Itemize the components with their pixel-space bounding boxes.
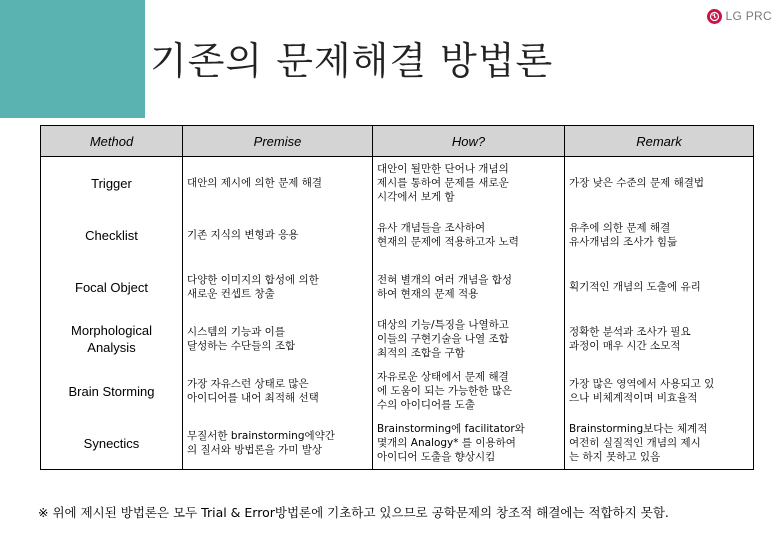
- table-row: [41, 365, 754, 417]
- premise-cell: 가장 자유스런 상태로 많은 아이디어를 내어 최적해 선택: [183, 365, 373, 417]
- company-logo: [707, 6, 772, 26]
- methods-table: [40, 125, 754, 470]
- accent-band: [0, 0, 145, 118]
- remark-cell: 가장 낮은 수준의 문제 해결법: [565, 157, 754, 210]
- premise-cell: 무질서한 brainstorming에약간 의 질서와 방법론을 가미 발상: [183, 417, 373, 470]
- method-cell: Checklist: [41, 209, 183, 261]
- methods-table-container: [40, 125, 753, 470]
- remark-cell: Brainstorming보다는 체계적 여전히 실질적인 개념의 제시 는 하지 못하고 있음: [565, 417, 754, 470]
- remark-cell: 가장 많은 영역에서 사용되고 있 으나 비체계적이며 비효율적: [565, 365, 754, 417]
- remark-cell: 획기적인 개념의 도출에 유리: [565, 261, 754, 313]
- method-cell: Trigger: [41, 157, 183, 210]
- premise-cell: 대안의 제시에 의한 문제 해결: [183, 157, 373, 210]
- table-row: [41, 157, 754, 210]
- remark-cell: 정확한 분석과 조사가 필요 과정이 매우 시간 소모적: [565, 313, 754, 365]
- column-header-remark: Remark: [565, 126, 754, 157]
- table-row: [41, 313, 754, 365]
- method-cell: Brain Storming: [41, 365, 183, 417]
- method-cell: Morphological Analysis: [41, 313, 183, 365]
- lg-logo-icon: [707, 9, 722, 24]
- premise-cell: 시스템의 기능과 이를 달성하는 수단들의 조합: [183, 313, 373, 365]
- method-cell: Synectics: [41, 417, 183, 470]
- column-header-premise: Premise: [183, 126, 373, 157]
- premise-cell: 다양한 이미지의 합성에 의한 새로운 컨셉트 창출: [183, 261, 373, 313]
- remark-cell: 유추에 의한 문제 해결 유사개념의 조사가 힘듦: [565, 209, 754, 261]
- how-cell: 대안이 될만한 단어나 개념의 제시를 통하여 문제를 새로운 시각에서 보게 함: [373, 157, 565, 210]
- logo-text: LG PRC: [725, 9, 772, 23]
- column-header-method: Method: [41, 126, 183, 157]
- method-cell: Focal Object: [41, 261, 183, 313]
- table-header-row: [41, 126, 754, 157]
- how-cell: 자유로운 상태에서 문제 해결 에 도움이 되는 가능한한 많은 수의 아이디어를 도출: [373, 365, 565, 417]
- how-cell: 유사 개념들을 조사하여 현재의 문제에 적용하고자 노력: [373, 209, 565, 261]
- premise-cell: 기존 지식의 변형과 응용: [183, 209, 373, 261]
- how-cell: 대상의 기능/특징을 나열하고 이들의 구현기술을 나열 조합 최적의 조합을 구함: [373, 313, 565, 365]
- footnote: ※ 위에 제시된 방법론은 모두 Trial & Error방법론에 기초하고 있으므로 공학문제의 창조적 해결에는 적합하지 못함.: [38, 505, 669, 520]
- page-title: 기존의 문제해결 방법론: [150, 39, 554, 83]
- table-row: [41, 261, 754, 313]
- table-row: [41, 209, 754, 261]
- how-cell: Brainstorming에 facilitator와 몇개의 Analogy* 를 이용하여 아이디어 도출을 향상시킴: [373, 417, 565, 470]
- how-cell: 전혀 별개의 여러 개념을 합성 하여 현재의 문제 적용: [373, 261, 565, 313]
- column-header-how: How?: [373, 126, 565, 157]
- table-row: [41, 417, 754, 470]
